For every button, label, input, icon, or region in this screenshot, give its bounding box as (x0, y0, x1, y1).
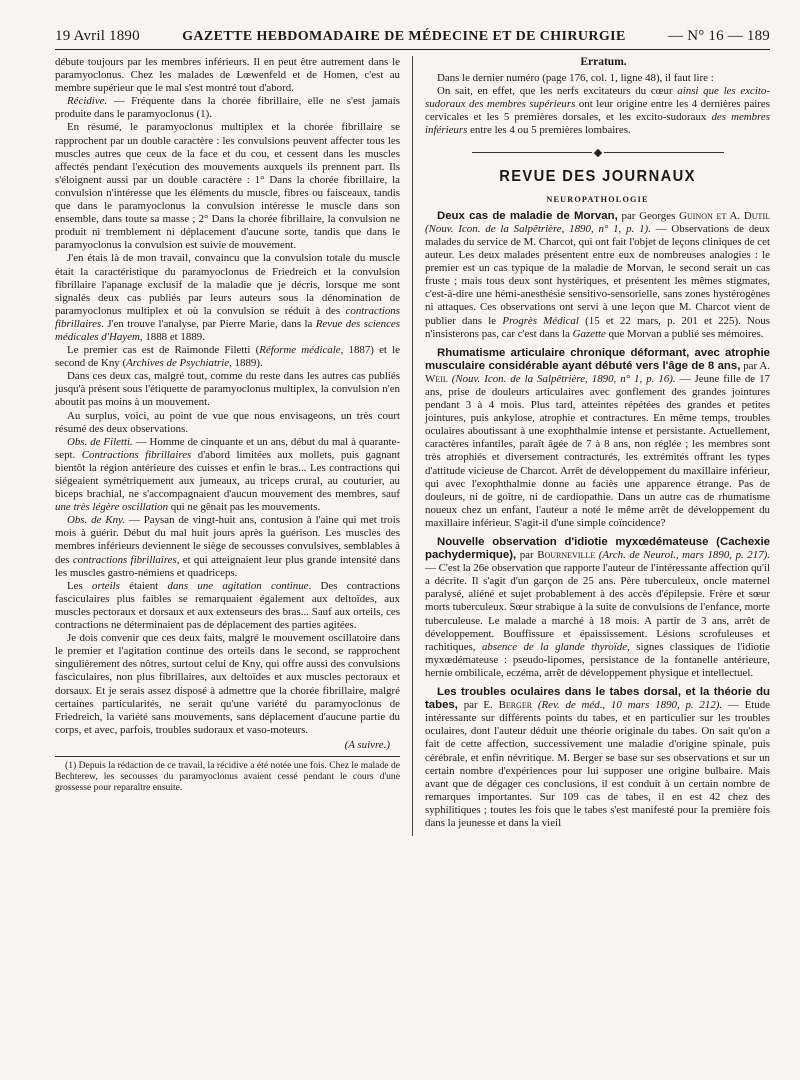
italic-run: Revue des sciences médicales d'Hayem (55, 317, 400, 343)
text-run: par A. (740, 359, 770, 372)
text-run: , signes classiques de l'idiotie myxœdémateuse : pseudo-lipomes, persistance de la fontanelle antérieure, hernie ombilicale, eczéma, arrêt de développement physique et intellectuel. (425, 640, 771, 679)
ornament-divider (425, 150, 770, 156)
paragraph (55, 252, 400, 344)
italic-run: dans une agitation continue (167, 579, 309, 592)
text-run: qui ne gênait pas les mouvements. (168, 501, 321, 514)
paragraph (55, 580, 400, 632)
paragraph (55, 344, 400, 370)
text-run: Le premier cas est de Raimonde Filetti ( (67, 344, 260, 357)
diamond-ornament-icon (593, 148, 601, 156)
section-title: REVUE DES JOURNAUX (499, 167, 696, 185)
text-run: que Morvan a publié ses mémoires. (605, 327, 764, 340)
label-recidive: Récidive. (67, 95, 108, 108)
label-obs-kny: Obs. de Kny. (67, 514, 126, 527)
italic-run: contractions fibrillaires (72, 553, 177, 566)
italic-run: Gazette (572, 327, 606, 340)
rule-line (472, 152, 592, 153)
text-run: — Jeune fille de 17 ans, prise de douleurs articulaires avec gonflement des grandes jointures pendant 3 à 4 mois. Plus tard, atteintes répétées des grandes et petites jointures, puis ankylose, atrophie et contractures. En même temps, troubles oculaires aboutissant à une exophthalmie intense et persistante. Actuellement, caractères infantiles, paraît âgée de 7 à 8 ans, non réglée ; les membres sont très atrophiés et diversement contracturés, les extrémités offrant les types d'attitude vicieuse de Charcot. Arrêt de développement du maxillaire inférieur, qui avec l'exophthalmie donne au faciès une apparence étrange. Pas de douleurs, ni de goître, ni de cardiopathie. Dans un autre cas de rhumatisme noueux chez un enfant, l'auteur a noté le même arrêt de développement du maxillaire inférieur. S'agit-il d'une simple coïncidence? (425, 372, 770, 529)
text-run: entre les 4 ou 5 premières lombaires. (467, 124, 631, 137)
text-run: par (516, 549, 538, 562)
article-source: (Nouv. Icon. de la Salpêtrière, 1890, n° 1, p. 16). (447, 372, 676, 385)
italic-run: contractions fibrillaires (55, 304, 400, 330)
paragraph: Au surplus, voici, au point de vue que nous envisageons, un très court résumé des deux observations. (55, 409, 400, 435)
erratum-title: Erratum. (580, 56, 627, 68)
text-run: J'en étais là de mon travail, convaincu que la convulsion totale du muscle était la caractéristique du paramyoclonus de Friedreich et la convulsion fibrillaire l'apanage exclusif de la maladie que je décris, lorsque me sont signalés deux cas publiés par leurs auteurs sous la dénomination de paramyoclonus multiplex et où la convulsion se réduit à des (55, 252, 400, 317)
article-title: Rhumatisme articulaire chronique déformant, avec atrophie musculaire considérable ayant débuté vers l'âge de 8 ans, (425, 346, 770, 372)
paragraph (55, 514, 400, 579)
paragraph: Dans le dernier numéro (page 176, col. 1, ligne 48), il faut lire : (437, 72, 714, 85)
text-run: — Fréquente dans la chorée fibrillaire, elle ne s'est jamais produite dans le paramyoclonus (1). (55, 95, 400, 121)
italic-run: Progrès Médical (502, 314, 579, 327)
italic-run: Archives de Psychiatrie (126, 357, 230, 370)
column-divider (412, 56, 413, 836)
italic-run: ainsi que les excito-sudoraux des membres supérieurs (425, 85, 770, 111)
article-authors: Bourneville (537, 549, 596, 562)
label-obs-filetti: Obs. de Filetti. (67, 435, 133, 448)
article-title: Les troubles oculaires dans le tabes dorsal, et la théorie du tabes, (425, 686, 770, 712)
text-run: — Etude intéressante sur différents points du tabes, et en particulier sur les troubles oculaires, dont l'auteur déduit une théorie originale du tabes. On sait qu'on a fait de cette affection, successivement une maladie d'origine spinale, puis cérébrale, et enfin névritique. M. Berger se base sur ses observations et sur un certain nombre d'expériences pour lui supposer une origine bulbaire. Mais avant que de dégager ces conclusions, il est conduit à un certain nombre de remarques importantes. Sur 109 cas de tabes, il en est 42 chez des syphilitiques ; toutes les fois que le tabes s'est manifesté pour la première fois dans la jeunesse et dans la vieil (425, 699, 770, 829)
text-run: — Homme de cinquante et un ans, début du mal à quarante-sept. (55, 435, 400, 461)
footnote (55, 756, 400, 794)
left-column (55, 56, 400, 836)
text-run: (15 et 22 mars, p. 201 et 225). Nous n'insisterons pas, car c'est dans la (425, 314, 771, 340)
text-run: d'abord limitées aux mollets, puis gagnant bientôt la région antérieure des cuisses et enfin le bras... Les contractions qui siégeaient symétriquement aux jumeaux, au triceps crural, au couturier, au biceps brachial, ne s'accompagnaient d'aucun mouvement des membres, sauf (55, 448, 400, 501)
article-title: Deux cas de maladie de Morvan, (437, 209, 618, 222)
text-run: , 1888 et 1889. (139, 330, 205, 343)
paragraph (425, 536, 770, 680)
italic-run: orteils (92, 579, 120, 592)
paragraph: En résumé, le paramyoclonus multiplex et la chorée fibrillaire se rapprochent par un double caractère : les convulsions peuvent affecter tous les muscles autres que ceux de la face et du cou, et cessent dans les muscles affectés pendant l'exécution des mouvements auxquels ils prennent part. Ils s'éloignent aussi par un double caractère : 1° Dans la chorée fibrillaire, la convulsion n'intéresse que les éléments du muscle, fibres ou faisceaux, tandis que dans le paramyoclonus la convulsion intéresse le muscle dans son ensemble, dans toute sa masse ; 2° Dans la chorée fibrillaire, la convulsion ne produit ni tremblement ni déplacement d'aucune sorte, tandis que dans le paramyoclonus la convulsion est suivie de mouvement. (55, 121, 400, 252)
text-run: . Des contractions fasciculaires plus faibles se remarquaient également aux deltoïdes, aux muscles pectoraux et dorsaux et aux extenseurs des bras... Sauf aux orteils, ces contractions ne déterminaient pas de déplacement des parties agitées. (55, 579, 400, 632)
text-run: par E. (457, 699, 499, 712)
article-source: (Nouv. Icon. de la Salpêtrière, 1890, n° 1, p. 1). (425, 222, 651, 235)
paragraph: Dans ces deux cas, malgré tout, comme du reste dans les autres cas publiés jusqu'à présent sous l'étiquette de paramyoclonus multiplex, la convulsion n'en aboutit pas moins à un mouvement. (55, 370, 400, 409)
paragraph (55, 436, 400, 515)
running-head (55, 28, 770, 50)
italic-run: Réforme médicale (259, 344, 341, 357)
text-run: , 1889). (229, 357, 263, 370)
article-source: (Rev. de méd., 10 mars 1890, p. 212). (532, 699, 723, 712)
text-run: ont leur origine entre les 4 dernières paires cervicales et les 5 premières dorsales, et les excito-sudoraux (425, 98, 771, 124)
rubric: NEUROPATHOLOGIE (546, 194, 649, 204)
text-run: — Observations de deux malades du service de M. Charcot, qui ont fait l'objet de leçons cliniques de cet auteur. Les deux malades présentent entre eux de nombreuses analogies : le premier est un cas typique de la maladie de Morvan, le second serait un cas fruste ; mais tous deux sont hystériques, et présentent les mêmes stigmates, c'est-à-dire une hémi-anesthésie sensitivo-sensorielle, sans zones hystérogènes ni attaques. Ces observations ont servi à une leçon que M. Charcot vient de publier dans le (425, 222, 770, 327)
italic-run: des membres inférieurs (425, 111, 771, 137)
article-authors: Weil (425, 372, 448, 385)
article-authors: Berger (498, 699, 533, 712)
page-number: — N° 16 — 189 (668, 28, 770, 44)
article-authors: Guinon et A. Dutil (679, 209, 770, 222)
text-run: Les (67, 579, 93, 592)
paragraph: Je dois convenir que ces deux faits, malgré le mouvement oscillatoire dans le premier et l'agitation continue des orteils dans le second, se rapprochent singulièrement des nôtres, surtout celui de Kny, qui offre aussi des convulsions fasciculaires, non plus fibrillaires, aux deltoïdes et aux muscles pectoraux et dorsaux. Et je serais assez disposé à admettre que la chorée fibrillaire, malgré certaines particularités, ne serait qu'une variété du paramyoclonus de Friedreich, la variété sans mouvements, sans déplacement d'aucune partie du corps, et avec, parfois, troubles sudoraux et vaso-moteurs. (55, 632, 400, 736)
paragraph: débute toujours par les membres inférieurs. Il en peut être autrement dans le paramyoclonus. Chez les malades de Lœwenfeld et de Homen, c'est au membre supérieur que le mal s'est montré tout d'abord. (55, 56, 400, 95)
article-idiotie (425, 536, 770, 680)
text-run: On sait, en effet, que les nerfs excitateurs du cœur (437, 85, 678, 98)
issue-date: 19 Avril 1890 (55, 28, 140, 44)
text-run: étaient (119, 579, 168, 592)
to-be-continued: (A suivre.) (344, 738, 390, 751)
text-run: par Georges (617, 209, 680, 222)
paragraph (425, 210, 770, 341)
text-run: — C'est la 26e observation que rapporte l'auteur de l'intéressante affection qu'il a décrite. Il s'agit d'un garçon de 25 ans. Père tuberculeux, oncle maternel paralysé, aliéné et sujet probablement à des accès d'épilepsie. Frère et sœur morts tuberculeux. Sœur strabique à la suite de convulsions de l'enfance, morte tuberculeuse. Le malade a marché à 18 mois. A partir de 3 ans, arrêt de développement. Bouffissure et épaississement. Lésions scrofuleuses et rachitiques, (425, 562, 770, 653)
journal-title: GAZETTE HEBDOMADAIRE DE MÉDECINE ET DE CHIRURGIE (182, 29, 626, 44)
paragraph (425, 347, 770, 530)
italic-run: absence de la glande thyroïde (481, 640, 628, 653)
paragraph (55, 95, 400, 121)
text-run: , et qui atteignaient leur plus grande intensité dans les muscles gastro-némiens et quadriceps. (55, 553, 400, 579)
paragraph (425, 686, 770, 830)
right-column (425, 56, 770, 836)
text-run: , 1887) et le second de Kny ( (55, 344, 400, 370)
paragraph (425, 85, 770, 137)
article-rhumatisme (425, 347, 770, 530)
rule-line (604, 152, 724, 153)
italic-run: une très légère oscillation (55, 501, 169, 514)
italic-run: Contractions fibrillaires (81, 448, 192, 461)
article-tabes (425, 686, 770, 830)
article-morvan (425, 210, 770, 341)
columns (55, 56, 770, 836)
article-source: (Arch. de Neurol., mars 1890, p. 217). (595, 549, 770, 562)
footnote-text: (1) Depuis la rédaction de ce travail, la récidive a été notée une fois. Chez le malade de Bechterew, les secousses du paramyoclonus avaient cessé pendant le cours d'une grossesse pour reparaître ensuite. (55, 759, 400, 794)
article-title: Nouvelle observation d'idiotie myxœdémateuse (Cachexie pachydermique), (425, 536, 770, 562)
erratum (425, 56, 770, 138)
text-run: . J'en trouve l'analyse, par Pierre Marie, dans la (101, 317, 316, 330)
text-run: — Paysan de vingt-huit ans, contusion à l'aine qui met trois mois à guérir. Début du mal huit jours après la guérison. Les muscles des membres inférieurs deviennent le siège de secousses convulsives, semblables à des (55, 514, 400, 566)
